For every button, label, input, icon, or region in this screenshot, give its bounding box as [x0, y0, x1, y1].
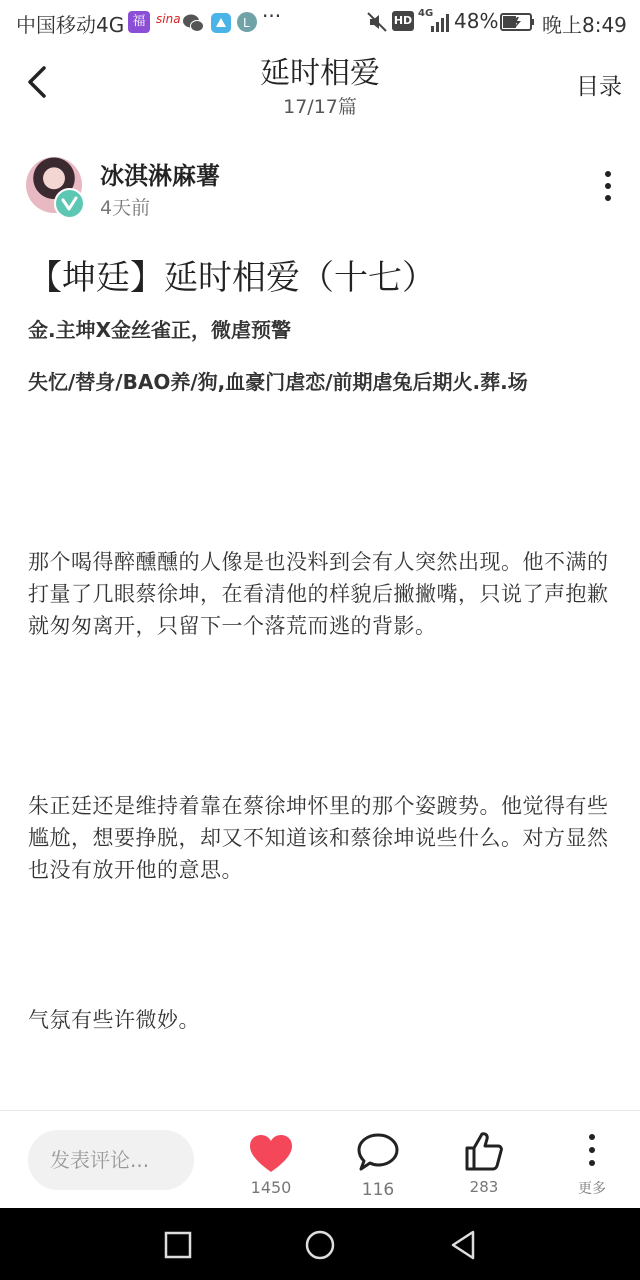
- comment-count: 116: [361, 1180, 395, 1200]
- paragraph-3: 气氛有些许微妙。: [28, 1008, 200, 1032]
- more-menu-icon[interactable]: [596, 168, 620, 208]
- paragraph-1: 那个喝得醉醺醺的人像是也没料到会有人突然出现。他不满的打量了几眼蔡徐坤，在看清他的样貌后撇撇嘴，只说了声抱歉就匆匆离开，只留下一个落荒而逃的背影。: [28, 550, 609, 638]
- clock: 晚上8:49: [542, 13, 627, 37]
- comment-bubble-icon: [356, 1132, 400, 1172]
- status-bar: [0, 0, 640, 44]
- more-actions-label: 更多: [578, 1181, 606, 1197]
- more-actions-button[interactable]: [552, 1128, 632, 1200]
- battery-percent: 48%: [454, 9, 499, 33]
- mute-icon: [366, 11, 388, 33]
- more-notifications-icon: ···: [262, 4, 282, 28]
- toc-button[interactable]: 目录: [576, 74, 622, 100]
- post-time: 4天前: [100, 197, 151, 219]
- verified-badge-icon: [54, 188, 85, 219]
- like-count: 1450: [250, 1178, 292, 1197]
- svg-text:L: L: [243, 16, 250, 30]
- heart-icon: [249, 1134, 293, 1174]
- nav-back-icon[interactable]: [448, 1229, 478, 1261]
- author-name[interactable]: 冰淇淋麻薯: [100, 162, 220, 190]
- thumbs-up-icon: [464, 1130, 504, 1172]
- chapter-count: 17/17篇: [283, 96, 357, 118]
- hd-badge: HD: [392, 11, 414, 31]
- tag-line-warning: 金.主坤X金丝雀正，微虐预警: [28, 318, 292, 342]
- battery-icon: [500, 12, 536, 32]
- app-icon-teal: [236, 11, 258, 33]
- app-icon-blue: [209, 11, 233, 35]
- article-title: 【坤廷】延时相爱（十七）: [28, 258, 436, 298]
- tag-line-genres: 失忆/替身/BAO养/狗,血豪门虐恋/前期虐兔后期火.葬.场: [28, 370, 528, 394]
- page-title: 延时相爱: [260, 56, 380, 91]
- comment-input[interactable]: [28, 1130, 194, 1190]
- app-notification-icon: 福: [128, 11, 150, 33]
- thumbs-up-count: 283: [469, 1178, 499, 1196]
- recent-apps-icon[interactable]: [164, 1231, 192, 1259]
- home-icon[interactable]: [304, 1229, 336, 1261]
- comment-button[interactable]: [338, 1128, 418, 1200]
- thumbs-up-button[interactable]: [444, 1128, 524, 1200]
- more-vertical-icon: [583, 1132, 601, 1172]
- paragraph-2: 朱正廷还是维持着靠在蔡徐坤怀里的那个姿踱势。他觉得有些尴尬，想要挣脱，却又不知道该和蔡徐坤说些什么。对方显然也没有放开他的意思。: [28, 794, 609, 882]
- weibo-icon: sina: [156, 12, 181, 26]
- wechat-icon: [182, 13, 204, 33]
- like-button[interactable]: [231, 1130, 311, 1200]
- system-nav-bar: [0, 1208, 640, 1280]
- signal-icon: [430, 11, 452, 33]
- network-type-label: 4G: [418, 8, 434, 19]
- carrier-label: 中国移动4G: [16, 13, 125, 37]
